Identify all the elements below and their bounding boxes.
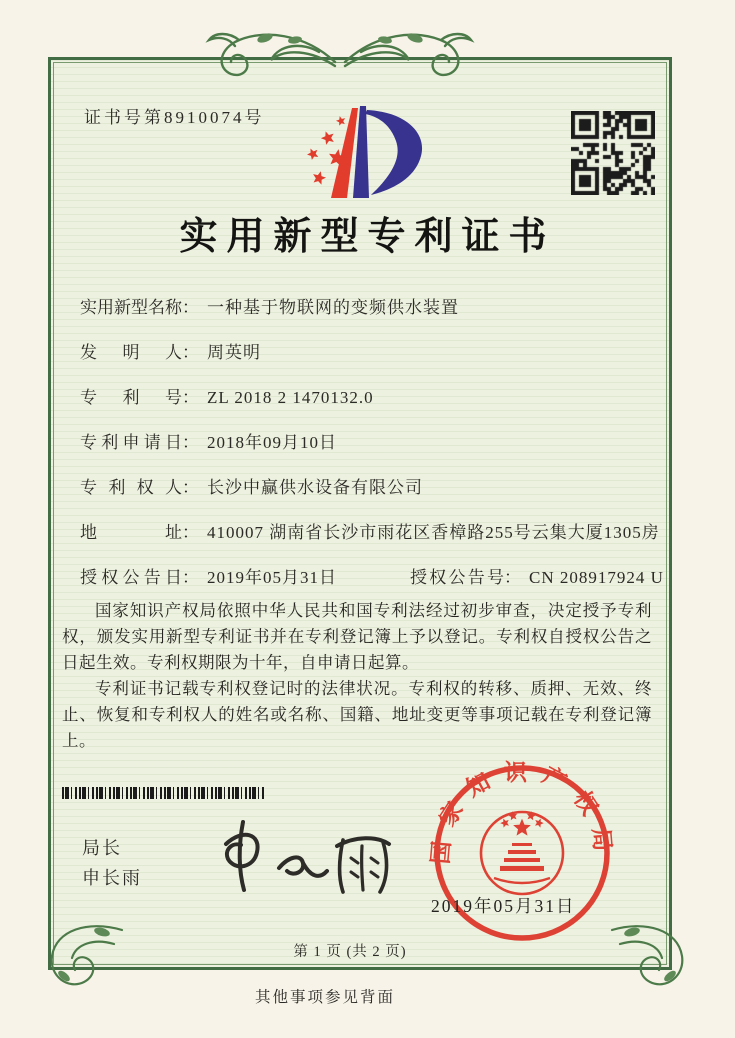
colon: ： (504, 568, 521, 587)
field-label: 专利号 (80, 388, 182, 407)
field-label: 专利申请日 (80, 433, 182, 452)
colon: ： (182, 523, 199, 542)
field-value: 2019年05月31日 (207, 568, 337, 587)
field-row-patentee (80, 477, 640, 522)
field-label: 授权公告日 (80, 568, 182, 587)
legal-paragraph-1: 国家知识产权局依照中华人民共和国专利法经过初步审查，决定授予专利权，颁发实用新型专利证书并在专利登记簿上予以登记。专利权自授权公告之日起生效。专利权期限为十年，自申请日起算。 (62, 601, 652, 672)
top-scrollwork-ornament-icon (175, 20, 505, 80)
field-label: 发明人 (80, 343, 182, 362)
bottom-left-scrollwork-icon (44, 918, 128, 992)
field-label: 专利权人 (80, 478, 182, 497)
field-value: ZL 2018 2 1470132.0 (207, 388, 374, 407)
field-value: 一种基于物联网的变频供水装置 (207, 298, 459, 317)
cnipa-logo-icon (295, 96, 435, 204)
qr-code-icon (571, 111, 655, 195)
field-row-inventor (80, 342, 640, 387)
certificate-title: 实用新型专利证书 (179, 216, 556, 258)
field-label: 授权公告号 (410, 568, 504, 587)
colon: ： (182, 478, 199, 497)
legal-paragraph-2: 专利证书记载专利权登记时的法律状况。专利权的转移、质押、无效、终止、恢复和专利权人的姓名或名称、国籍、地址变更等事项记载在专利登记簿上。 (62, 679, 652, 750)
signer-role: 局长 (82, 838, 122, 858)
handwritten-signature-icon (213, 808, 403, 900)
colon: ： (182, 433, 199, 452)
seal-date: 2019年05月31日 (431, 896, 576, 916)
field-row-name (80, 297, 640, 342)
seal-text: 国家知识产权局 (427, 759, 617, 866)
field-value: 周英明 (207, 343, 261, 362)
colon: ： (182, 298, 199, 317)
signer-block (82, 833, 142, 893)
colon: ： (182, 343, 199, 362)
back-side-note: 其他事项参见背面 (254, 989, 395, 1006)
colon: ： (182, 388, 199, 407)
field-value: 2018年09月10日 (207, 433, 337, 452)
field-row-filing-date (80, 432, 640, 477)
field-label: 地址 (80, 523, 182, 542)
signer-name: 申长雨 (82, 868, 142, 888)
field-value: 长沙中赢供水设备有限公司 (207, 478, 423, 497)
field-value: 410007 湖南省长沙市雨花区香樟路255号云集大厦1305房 (207, 523, 660, 542)
page-number: 第 1 页 (共 2 页) (293, 944, 407, 960)
field-grant-number (410, 567, 664, 589)
legal-text (62, 598, 652, 754)
certificate-fields (80, 297, 664, 612)
certificate-number: 证书号第8910074号 (84, 108, 265, 127)
field-row-address (80, 522, 660, 567)
barcode-icon (62, 787, 264, 799)
field-row-patent-no (80, 387, 640, 432)
cnipa-round-seal-icon (422, 756, 622, 956)
field-value: CN 208917924 U (529, 568, 664, 587)
field-label: 实用新型名称 (80, 298, 182, 317)
colon: ： (182, 568, 199, 587)
